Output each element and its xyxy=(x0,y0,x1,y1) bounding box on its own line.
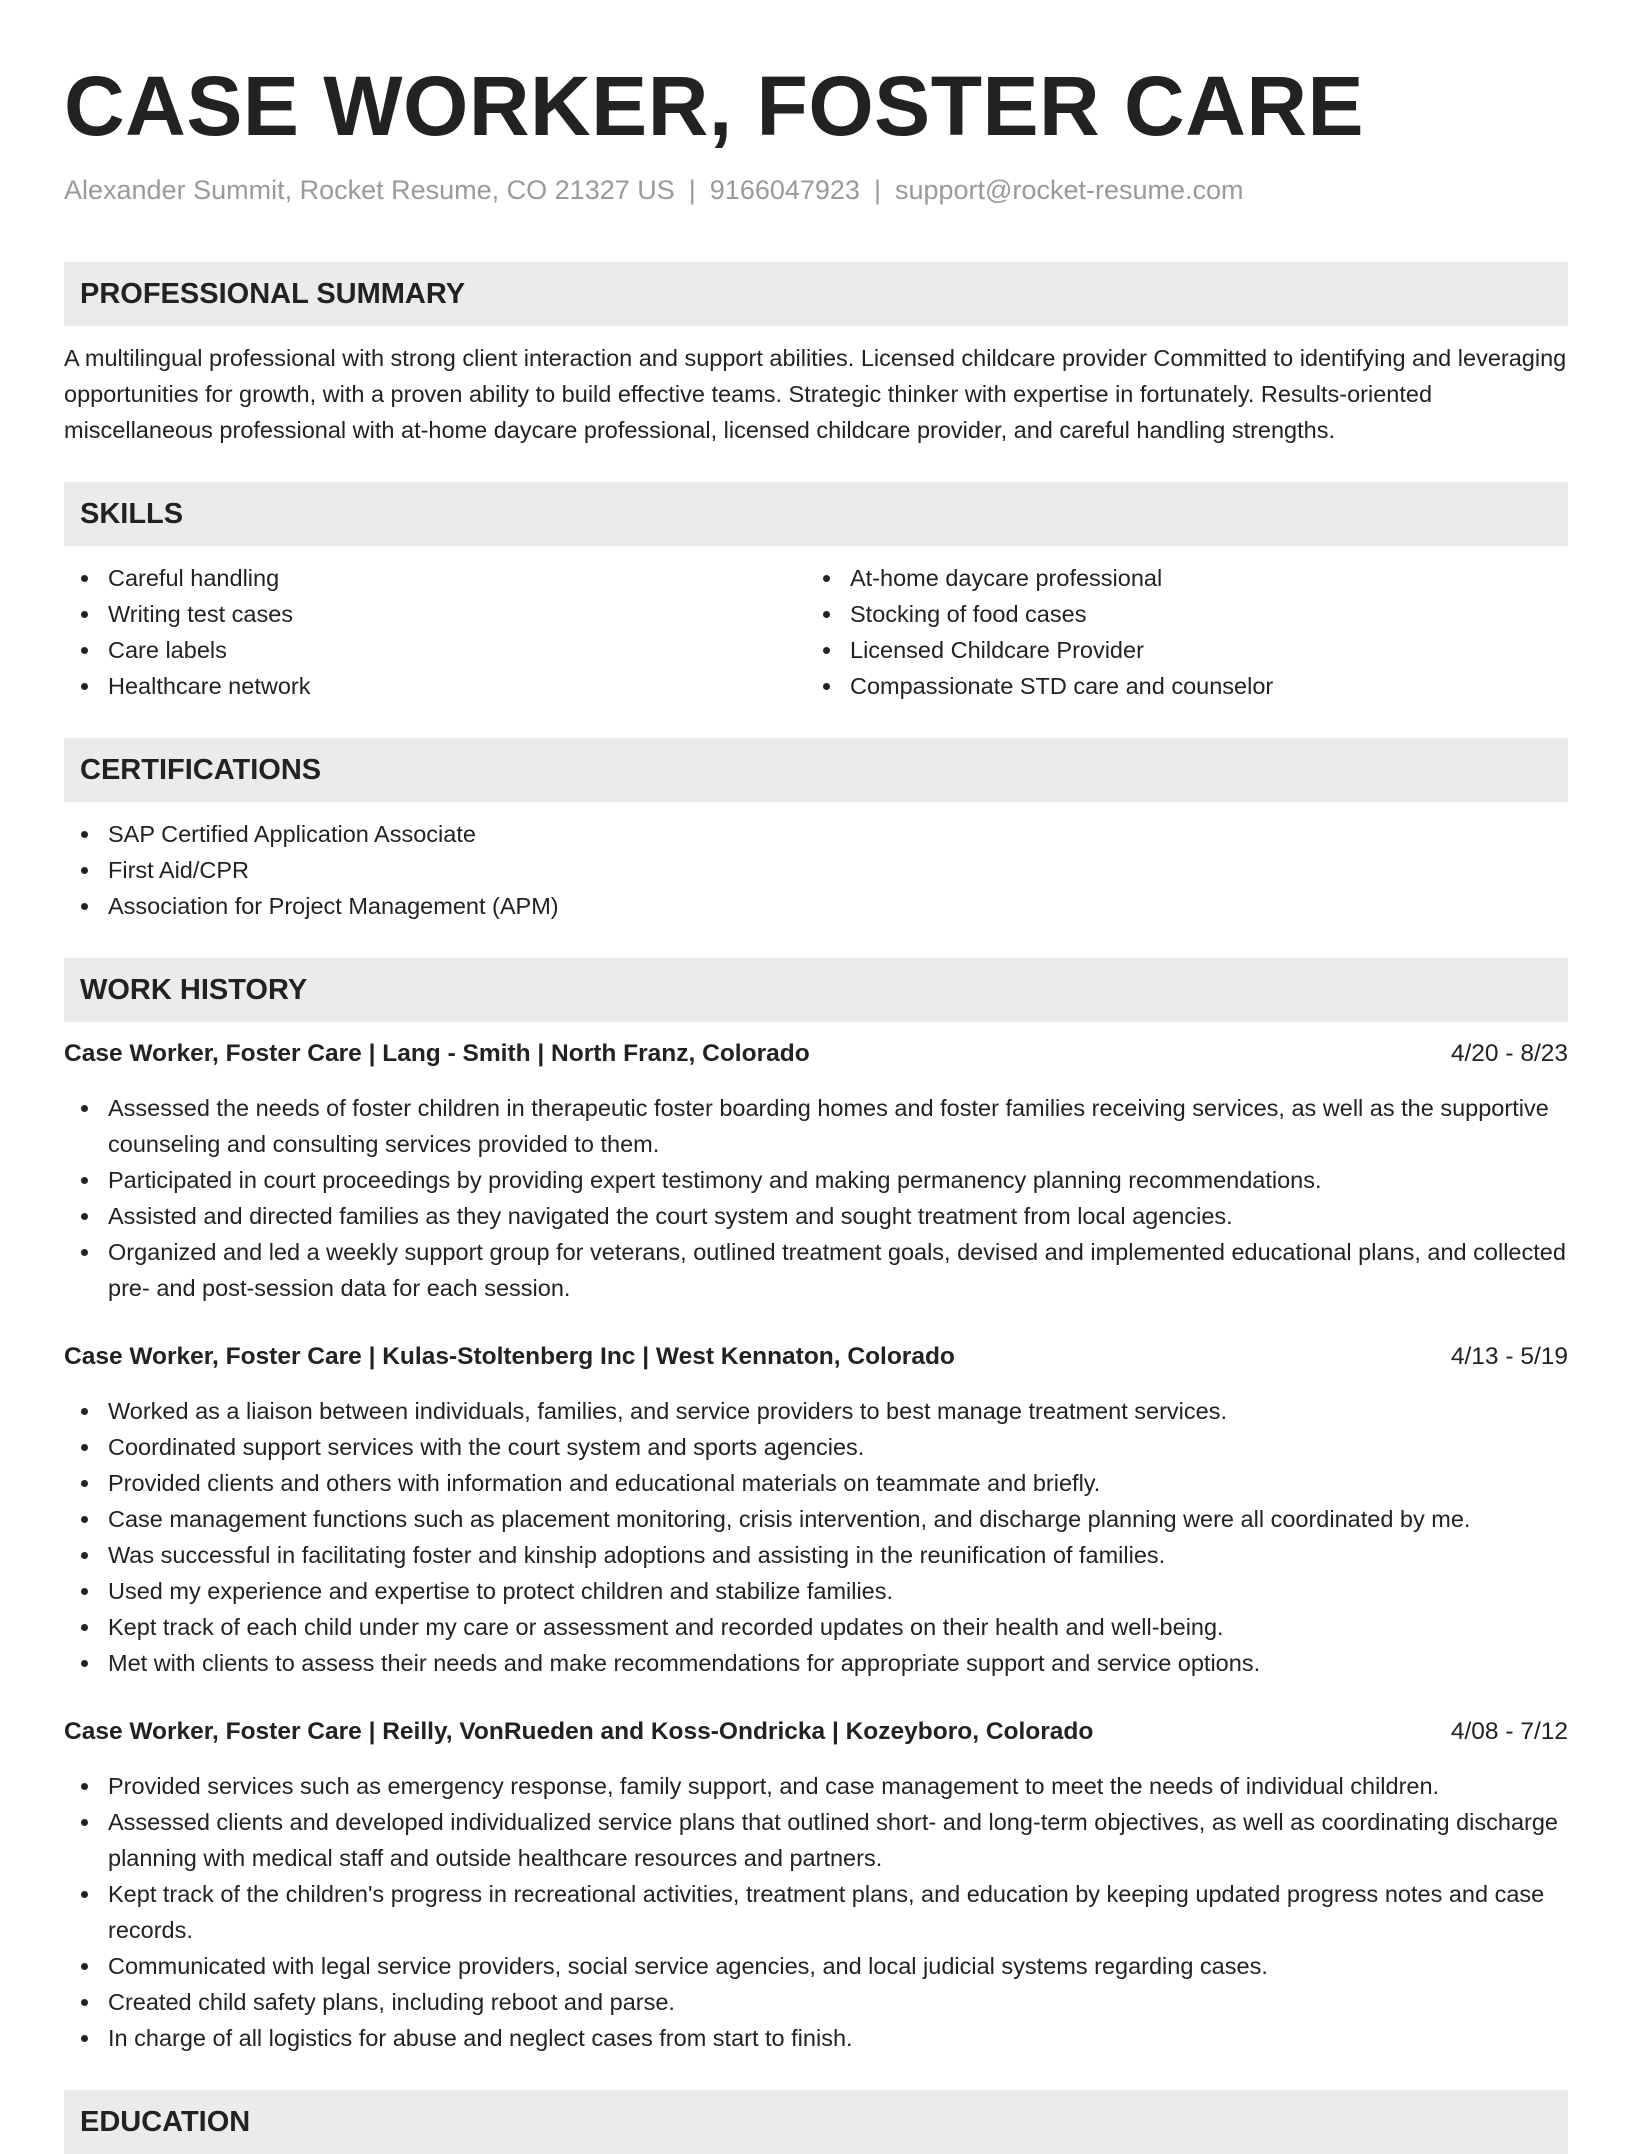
job-bullet: Kept track of the children's progress in recreational activities, treatment plans, and education by keeping updated progress notes and case records. xyxy=(64,1876,1568,1948)
skill-item: Care labels xyxy=(64,632,806,668)
job-title: Case Worker, Foster Care | Kulas-Stoltenberg Inc | West Kennaton, Colorado xyxy=(64,1343,955,1370)
skill-item: Compassionate STD care and counselor xyxy=(806,668,1548,704)
job-header xyxy=(64,1714,1568,1750)
certification-item: First Aid/CPR xyxy=(64,852,1568,888)
work-history-heading: WORK HISTORY xyxy=(64,958,1568,1022)
skill-item: Healthcare network xyxy=(64,668,806,704)
contact-email: support@rocket-resume.com xyxy=(894,175,1244,205)
skill-item: Writing test cases xyxy=(64,596,806,632)
job-bullet: Was successful in facilitating foster and kinship adoptions and assisting in the reunification of families. xyxy=(64,1537,1568,1573)
job-dates: 4/08 - 7/12 xyxy=(1450,1718,1568,1745)
contact-line xyxy=(64,172,1568,208)
job-entry xyxy=(64,1339,1568,1681)
skill-item: Careful handling xyxy=(64,560,806,596)
certifications-list xyxy=(64,816,1568,924)
job-bullets xyxy=(64,1393,1568,1681)
job-entry xyxy=(64,1714,1568,2056)
skills-list xyxy=(64,560,1568,704)
job-dates: 4/20 - 8/23 xyxy=(1450,1040,1568,1067)
job-bullet: Organized and led a weekly support group for veterans, outlined treatment goals, devised and implemented educational plans, and collected pre- and post-session data for each session. xyxy=(64,1234,1568,1306)
job-bullet: Assessed the needs of foster children in therapeutic foster boarding homes and foster families receiving services, as well as the supportive counseling and consulting services provided to them. xyxy=(64,1090,1568,1162)
job-title: Case Worker, Foster Care | Lang - Smith | North Franz, Colorado xyxy=(64,1040,810,1067)
job-entry xyxy=(64,1036,1568,1306)
job-bullet: Provided clients and others with information and educational materials on teammate and briefly. xyxy=(64,1465,1568,1501)
certifications-heading: CERTIFICATIONS xyxy=(64,738,1568,802)
job-bullet: Met with clients to assess their needs and make recommendations for appropriate support and service options. xyxy=(64,1645,1568,1681)
job-bullet: Case management functions such as placement monitoring, crisis intervention, and discharge planning were all coordinated by me. xyxy=(64,1501,1568,1537)
job-bullet: Provided services such as emergency response, family support, and case management to meet the needs of individual children. xyxy=(64,1768,1568,1804)
job-dates: 4/13 - 5/19 xyxy=(1450,1343,1568,1370)
skills-heading: SKILLS xyxy=(64,482,1568,546)
contact-separator: | xyxy=(873,175,881,205)
skill-item: Licensed Childcare Provider xyxy=(806,632,1548,668)
skills-column-left xyxy=(64,560,806,704)
job-header xyxy=(64,1036,1568,1072)
job-bullets xyxy=(64,1768,1568,2056)
job-bullet: Participated in court proceedings by providing expert testimony and making permanency planning recommendations. xyxy=(64,1162,1568,1198)
job-bullet: Coordinated support services with the court system and sports agencies. xyxy=(64,1429,1568,1465)
contact-address: Alexander Summit, Rocket Resume, CO 21327 US xyxy=(64,175,675,205)
resume-page xyxy=(64,0,1568,2154)
certification-item: Association for Project Management (APM) xyxy=(64,888,1568,924)
job-bullet: Assisted and directed families as they navigated the court system and sought treatment from local agencies. xyxy=(64,1198,1568,1234)
certification-item: SAP Certified Application Associate xyxy=(64,816,1568,852)
job-bullets xyxy=(64,1090,1568,1306)
job-bullet: Communicated with legal service providers, social service agencies, and local judicial systems regarding cases. xyxy=(64,1948,1568,1984)
skill-item: Stocking of food cases xyxy=(806,596,1548,632)
job-bullet: Assessed clients and developed individualized service plans that outlined short- and long-term objectives, as well as coordinating discharge planning with medical staff and outside healthcare resources and partners. xyxy=(64,1804,1568,1876)
skill-item: At-home daycare professional xyxy=(806,560,1548,596)
job-header xyxy=(64,1339,1568,1375)
contact-phone: 9166047923 xyxy=(709,175,860,205)
skills-column-right xyxy=(806,560,1548,704)
resume-title: CASE WORKER, FOSTER CARE xyxy=(64,59,1365,153)
education-heading: EDUCATION xyxy=(64,2090,1568,2154)
job-bullet: Kept track of each child under my care or assessment and recorded updates on their health and well-being. xyxy=(64,1609,1568,1645)
job-bullet: Used my experience and expertise to protect children and stabilize families. xyxy=(64,1573,1568,1609)
job-bullet: Created child safety plans, including reboot and parse. xyxy=(64,1984,1568,2020)
job-title: Case Worker, Foster Care | Reilly, VonRueden and Koss-Ondricka | Kozeyboro, Colorado xyxy=(64,1718,1094,1745)
summary-heading: PROFESSIONAL SUMMARY xyxy=(64,262,1568,326)
summary-text: A multilingual professional with strong client interaction and support abilities. Licensed childcare provider Committed to identifying and leveraging opportunities for growth, with a proven ability to build effective teams. Strategic thinker with expertise in fortunately. Results-oriented miscellaneous professional with at-home daycare professional, licensed childcare provider, and careful handling strengths. xyxy=(64,345,1567,443)
contact-separator: | xyxy=(688,175,696,205)
job-bullet: Worked as a liaison between individuals, families, and service providers to best manage treatment services. xyxy=(64,1393,1568,1429)
job-bullet: In charge of all logistics for abuse and neglect cases from start to finish. xyxy=(64,2020,1568,2056)
